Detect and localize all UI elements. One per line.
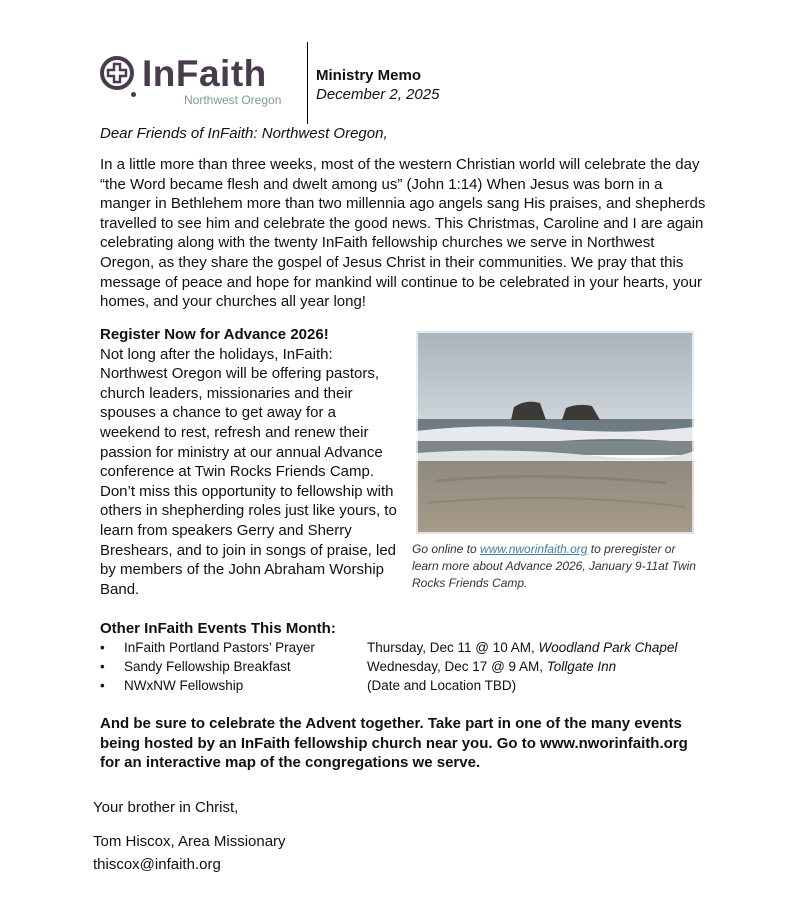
event-place: Tollgate Inn <box>546 659 617 674</box>
register-section <box>100 325 400 599</box>
caption-post: to preregister or learn more about Advance 2026, January 9-11at Twin Rocks Friends Camp. <box>412 542 696 590</box>
bullet: • <box>100 678 105 693</box>
event-name: InFaith Portland Pastors’ Prayer <box>124 640 315 655</box>
register-body: Not long after the holidays, InFaith: Northwest Oregon will be offering pastors, church leaders, missionaries and their spouses a chance to get away for a weekend to rest, refresh and renew their passion for ministry at our annual Advance conference at Twin Rocks Friends Camp. Don’t miss this opportunity to fellowship with others in shepherding roles just like yours, to learn from speakers Gerry and Sherry Breshears, and to join in songs of praise, led by members of the John Abraham Worship Band. <box>100 345 397 598</box>
event-when <box>367 676 516 695</box>
event-item <box>100 676 720 695</box>
bullet: • <box>100 659 105 674</box>
cross-icon <box>100 56 134 90</box>
events-title: Other InFaith Events This Month: <box>100 620 336 637</box>
event-when <box>367 657 616 676</box>
caption-pre: Go online to <box>412 542 481 556</box>
event-name: Sandy Fellowship Breakfast <box>124 659 291 674</box>
event-time: Wednesday, Dec 17 @ 9 AM, <box>367 659 547 674</box>
signer-email[interactable]: thiscox@infaith.org <box>93 856 221 873</box>
closing-paragraph: And be sure to celebrate the Advent together. Take part in one of the many events being hosted by an InFaith fellowship church near you. Go to www.nworinfaith.org for an interactive map of the congregations we serve. <box>100 715 688 772</box>
logo-dot <box>131 92 136 97</box>
event-item <box>100 657 720 676</box>
photo-caption <box>412 541 702 592</box>
event-item <box>100 638 720 657</box>
signoff: Your brother in Christ, <box>93 799 239 816</box>
twin-rocks-photo <box>416 331 694 534</box>
event-time: (Date and Location TBD) <box>367 678 517 693</box>
event-name: NWxNW Fellowship <box>124 678 244 693</box>
caption-link[interactable]: www.nworinfaith.org <box>480 542 588 556</box>
header-divider <box>307 42 308 124</box>
memo-title: Ministry Memo <box>316 67 422 84</box>
intro-paragraph: In a little more than three weeks, most of the western Christian world will celebrate the day “the Word became flesh and dwelt among us” (John 1:14) When Jesus was born in a manger in Bethlehem more than two millennia ago angels sang His praises, and shepherds travelled to see him and celebrate the good news. This Christmas, Caroline and I are again celebrating along with the twenty InFaith fellowship churches we serve in Northwest Oregon, as they share the gospel of Jesus Christ in their communities. We pray that this message of peace and hope for mankind will continue to be celebrated in your hearts, your homes, and your churches all year long! <box>100 156 706 311</box>
logo-subtitle: Northwest Oregon <box>184 93 282 107</box>
register-title: Register Now for Advance 2026! <box>100 326 329 343</box>
memo-date: December 2, 2025 <box>316 86 440 103</box>
salutation: Dear Friends of InFaith: Northwest Oregon, <box>100 125 388 142</box>
event-time: Thursday, Dec 11 @ 10 AM, <box>367 640 539 655</box>
bullet: • <box>100 640 105 655</box>
event-when <box>367 638 677 657</box>
events-list <box>100 638 720 695</box>
signer-name: Tom Hiscox, Area Missionary <box>93 833 286 850</box>
event-place: Woodland Park Chapel <box>538 640 678 655</box>
infaith-logo <box>98 52 298 112</box>
logo-wordmark: InFaith <box>142 53 267 94</box>
